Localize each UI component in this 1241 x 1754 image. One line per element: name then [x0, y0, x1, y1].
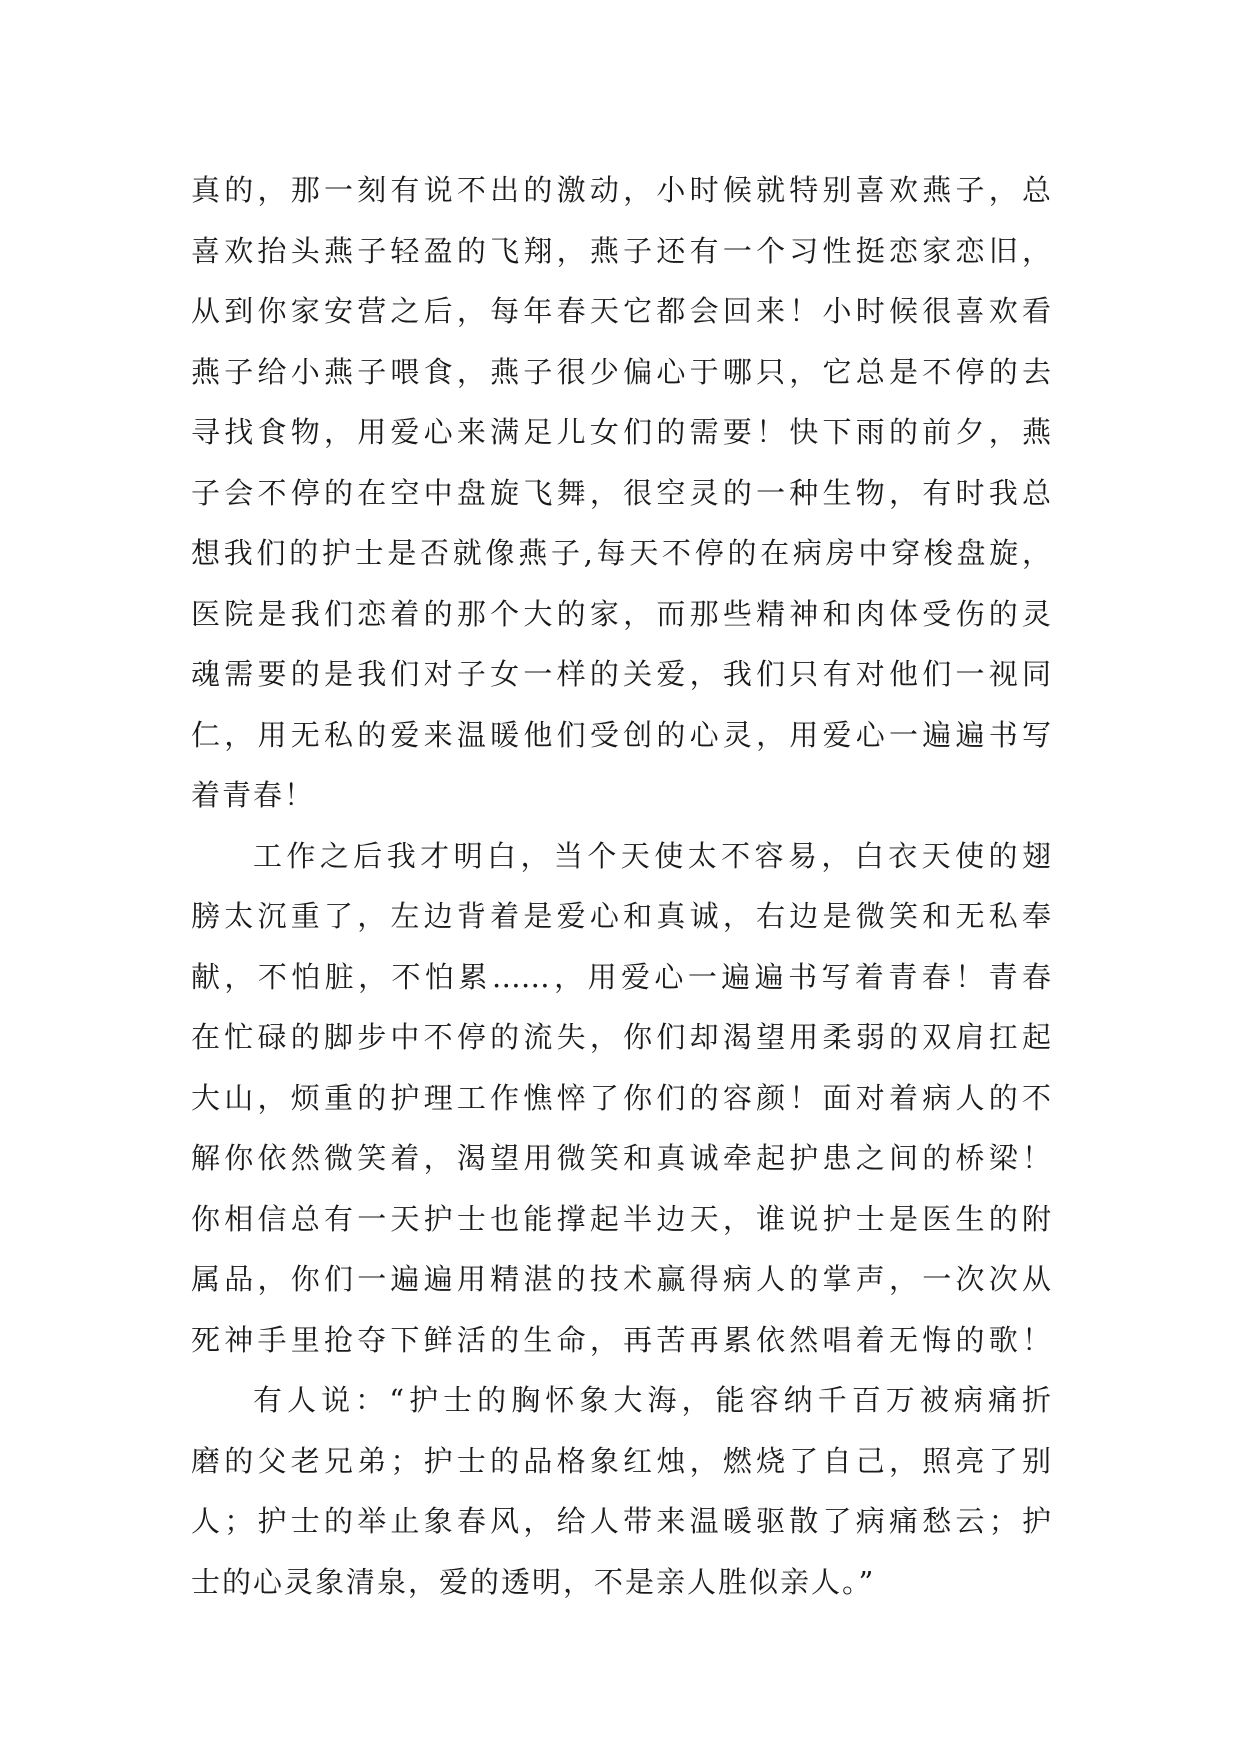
text-line: 死神手里抢夺下鲜活的生命，再苦再累依然唱着无悔的歌！	[191, 1322, 1051, 1357]
text-line: 献，不怕脏，不怕累……，用爱心一遍遍书写着青春！青春	[191, 959, 1051, 994]
text-line: 想我们的护士是否就像燕子,每天不停的在病房中穿梭盘旋，	[191, 536, 1051, 570]
text-line: 士的心灵象清泉，爱的透明，不是亲人胜似亲人。”	[191, 1564, 876, 1599]
text-line: 子会不停的在空中盘旋飞舞，很空灵的一种生物，有时我总	[191, 475, 1051, 510]
text-line: 解你依然微笑着，渴望用微笑和真诚牵起护患之间的桥梁！	[191, 1141, 1051, 1175]
text-line: 寻找食物，用爱心来满足儿女们的需要！快下雨的前夕，燕	[191, 415, 1051, 449]
text-line: 磨的父老兄弟；护士的品格象红烛，燃烧了自己，照亮了别	[191, 1443, 1051, 1478]
text-line: 真的，那一刻有说不出的激动，小时候就特别喜欢燕子，总	[191, 173, 1051, 207]
text-line: 大山，烦重的护理工作憔悴了你们的容颜！面对着病人的不	[191, 1080, 1051, 1115]
text-line: 属品，你们一遍遍用精湛的技术赢得病人的掌声，一次次从	[191, 1262, 1051, 1296]
text-line: 在忙碌的脚步中不停的流失，你们却渴望用柔弱的双肩扛起	[191, 1020, 1051, 1054]
text-line: 膀太沉重了，左边背着是爱心和真诚，右边是微笑和无私奉	[191, 899, 1051, 933]
text-line: 燕子给小燕子喂食，燕子很少偏心于哪只，它总是不停的去	[191, 354, 1051, 389]
text-line: 喜欢抬头燕子轻盈的飞翔，燕子还有一个习性挺恋家恋旧，	[191, 233, 1051, 268]
text-line: 你相信总有一天护士也能撑起半边天，谁说护士是医生的附	[191, 1201, 1051, 1236]
text-line: 魂需要的是我们对子女一样的关爱，我们只有对他们一视同	[191, 657, 1051, 691]
text-line: 医院是我们恋着的那个大的家，而那些精神和肉体受伤的灵	[191, 596, 1051, 631]
text-line: 工作之后我才明白，当个天使太不容易，白衣天使的翅	[253, 838, 1051, 873]
text-line: 从到你家安营之后，每年春天它都会回来！小时候很喜欢看	[191, 294, 1051, 328]
document-body	[191, 160, 1051, 1612]
text-line: 仁，用无私的爱来温暖他们受创的心灵，用爱心一遍遍书写	[191, 717, 1051, 752]
text-line: 着青春！	[191, 778, 316, 812]
text-line: 人；护士的举止象春风，给人带来温暖驱散了病痛愁云；护	[191, 1504, 1051, 1538]
text-line: 有人说：“护士的胸怀象大海，能容纳千百万被病痛折	[253, 1383, 1051, 1417]
